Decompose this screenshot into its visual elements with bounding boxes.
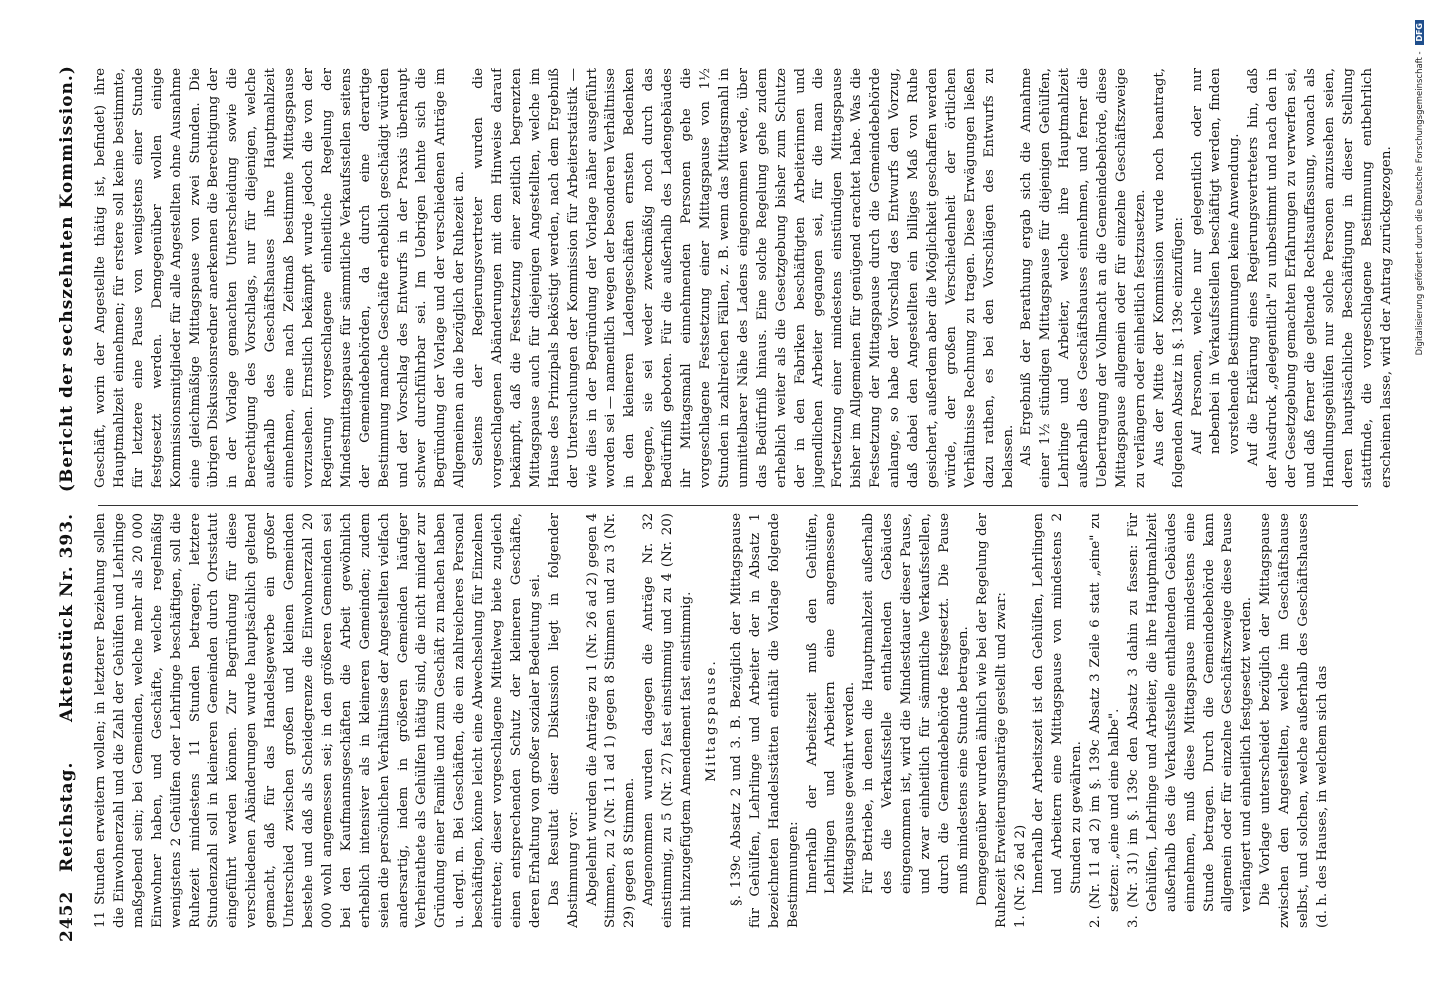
digitization-credit — [1415, 0, 1433, 1000]
paragraph: Seitens der Regierungsvertreter wurden die vorgeschlagenen Abänderungen mit dem Hinweise darauf bekämpft, daß die Festsetzung einer zeitlich begrenzten Mittagspause auch für diejenigen Angestellten, welche im Hause des Prinzipals beköstigt werden, nach dem Ergebniß der Untersuchungen der Kommission für Arbeiterstatistik — wie dies in der Begründung der Vorlage näher ausgeführt worden sei — namentlich wegen der besonderen Verhältnisse in den kleineren Ladengeschäften ernsten Bedenken begegne, sie sei weder zweckmäßig noch durch das Bedürfniß geboten. Für die außerhalb des Ladengebäudes ihr Mittagsmahl einnehmenden Personen gehe die vorgeschlagene Festsetzung einer Mittagspause von 1½ Stunden in zahlreichen Fällen, z. B. wenn das Mittagsmahl in unmittelbarer Nähe des Ladens eingenommen werde, über das Bedürfniß hinaus. Eine solche Regelung gehe zudem erheblich weiter als die Gesetzgebung bisher zum Schutze der in den Fabriken beschäftigten Arbeiterinnen und jugendlichen Arbeiter gegangen sei, für die man die Fortsetzung einer mindestens einstündigen Mittagspause bisher im Allgemeinen für genügend erachtet habe. Was die Festsetzung der Mittagspause durch die Gemeindebehörde anlange, so habe der Vorschlag des Entwurfs den Vorzug, daß dabei den Angestellten ein billiges Maß von Ruhe gesichert, außerdem aber die Möglichkeit geschaffen werden würde, der großen Verschiedenheit der örtlichen Verhältnisse Rechnung zu tragen. Diese Erwägungen ließen dazu rathen, es bei den Vorschlägen des Entwurfs zu belassen. — [471, 68, 1016, 488]
header-title — [57, 62, 77, 722]
right-column — [92, 68, 1417, 488]
credit-text: Digitalisierung gefördert durch die Deutsche Forschungsgemeinschaft - — [1415, 51, 1425, 356]
numbered-item: 3. (Nr. 31) im §. 139c den Absatz 3 dahin zu fassen: Für Gehülfen, Lehrlinge und Arbeiter, die ihre Hauptmahlzeit außerhalb des die Verkaufsstelle enthaltenden Gebäudes einnehmen, muß diese Mittagspause mindestens eine Stunde betragen. Durch die Gemeindebehörde kann allgemein oder für einzelne Geschäftszweige diese Pause verlängert und einheitlich festgesetzt werden. — [1125, 513, 1255, 928]
paragraph: Angenommen wurden dagegen die Anträge Nr. 32 einstimmig, zu 5 (Nr. 27) fast einstimmig und zu 4 (Nr. 20) mit hinzugefügtem Amendement fast einstimmig. — [641, 513, 695, 928]
dfg-logo: DFG — [1415, 20, 1424, 45]
paragraph: Geschäft, worin der Angestellte thätig ist, befindet) ihre Hauptmahlzeit einnehmen; für erstere soll keine bestimmte, für letztere eine Pause von wenigstens einer Stunde festgesetzt werden. Demgegenüber wollen einige Kommissionsmitglieder für alle Angestellten ohne Ausnahme eine gleichmäßige Mittagspause von zwei Stunden. Die übrigen Diskussionsredner anerkennen die Berechtigung der in der Vorlage gemachten Unterscheidung sowie die Berechtigung des Vorschlags, nur für diejenigen, welche außerhalb des Geschäftshauses ihre Hauptmahlzeit einnehmen, eine nach Zeitmaß bestimmte Mittagspause vorzusehen. Ernstlich bekämpft wurde jedoch die von der Regierung vorgeschlagene einheitliche Regelung der Mindestmittagspause für sämmtliche Verkaufsstellen seitens der Gemeindebehörden, da durch eine derartige Bestimmung manche Geschäfte erheblich geschädigt würden und der Vorschlag des Entwurfs in der Praxis überhaupt schwer durchführbar sei. Im Uebrigen lehnte sich die Begründung der Vorlage und der verschiedenen Anträge im Allgemeinen an die bezüglich der Ruhezeit an. — [93, 68, 468, 488]
publication-name: Reichstag. — [57, 761, 77, 872]
quoted-provision: Innerhalb der Arbeitszeit muß den Gehülfen, Lehrlingen und Arbeitern eine angemessene Mittagspause gewährt werden. — [804, 513, 858, 894]
numbered-item: 1. (Nr. 26 ad 2) — [1012, 824, 1028, 928]
report-title: (Bericht der sechszehnten Kommission.) — [57, 65, 77, 493]
page-number: 2452 — [57, 890, 77, 942]
paragraph: Auf die Erklärung eines Regierungsvertreters hin, daß der Ausdruck „gelegentlich" zu unbestimmt und nach den in der Gesetzgebung gemachten Erfahrungen zu verwerfen sei, und daß ferner die geltende Rechtsauffassung, wonach als Handlungsgehülfen nur solche Personen anzusehen seien, deren hauptsächliche Beschäftigung in dieser Stellung stattfinde, die vorgeschlagene Bestimmung entbehrlich erscheinen lasse, wird der Antrag zurückgezogen. — [1246, 68, 1394, 488]
paragraph: Demgegenüber wurden ähnlich wie bei der Regelung der Ruhezeit Erweiterungsanträge gestellt und zwar: — [974, 513, 1009, 928]
paragraph: Die Vorlage unterscheidet bezüglich der Mittagspause zwischen den Angestellten, welche im Geschäftshause selbst, und solchen, welche außerhalb des Geschäftshauses (d. h. des Hauses, in welchem sich das — [1258, 513, 1330, 928]
section-heading: Mittagspause. — [704, 659, 719, 782]
paragraph: 11 Stunden erweitern wollen; in letzterer Beziehung sollen die Einwohnerzahl und die Zahl der Gehülfen und Lehrlinge maßgebend sein; bei Gemeinden, welche mehr als 20 000 Einwohner haben, und Geschäfte, welche regelmäßig wenigstens 2 Gehülfen oder Lehrlinge beschäftigen, soll die Ruhezeit mindestens 11 Stunden betragen; letztere Stundenzahl soll in kleineren Gemeinden durch Ortsstatut eingeführt werden können. Zur Begründung für diese verschiedenen Abänderungen wurde hauptsächlich geltend gemacht, daß für das Handelsgewerbe ein großer Unterschied zwischen großen und kleinen Gemeinden bestehe und daß als Scheidegrenze die Einwohnerzahl 20 000 wohl angemessen sei; in den größeren Gemeinden sei bei den Kaufmannsgeschäften die Arbeit gewöhnlich erheblich intensiver als in kleineren Gemeinden; zudem seien die persönlichen Verhältnisse der Angestellten vielfach andersartig, indem in größeren Gemeinden häufiger Verheirathete als Gehülfen thätig sind, die nicht minder zur Gründung einer Familie und zum Geschäft zu machen haben u. dergl. m. Bei Geschäften, die ein zahlreicheres Personal beschäftigen, könne leicht eine Abwechselung für Einzelnen eintreten; dieser vorgeschlagene Mittelweg biete zugleich einen entsprechenden Schutz der kleineren Geschäfte, deren Erhaltung von großer sozialer Bedeutung sei. — [93, 513, 543, 928]
document-reference: Aktenstück Nr. 393. — [57, 512, 77, 722]
paragraph: Aus der Mitte der Kommission wurde noch beantragt, folgenden Absatz in §. 139c einzufügen: — [1151, 68, 1186, 488]
paragraph: §. 139c Absatz 2 und 3. B. Bezüglich der Mittagspause für Gehülfen, Lehrlinge und Arbeiter der in Absatz 1 bezeichneten Handelsstätten enthält die Vorlage folgende Bestimmungen: — [728, 513, 801, 928]
paragraph: Das Resultat dieser Diskussion liegt in folgender Abstimmung vor: — [546, 513, 581, 928]
numbered-item-text: Innerhalb der Arbeitszeit ist den Gehülfen, Lehrlingen und Arbeitern eine Mittagspause von mindestens 2 Stunden zu gewähren. — [1031, 513, 1085, 894]
numbered-item: 2. (Nr. 11 ad 2) im §. 139c Absatz 3 Zeile 6 statt „eine" zu setzen: „eine und eine halbe". — [1088, 513, 1123, 928]
paragraph: Abgelehnt wurden die Anträge zu 1 (Nr. 26 ad 2) gegen 4 Stimmen, zu 2 (Nr. 11 ad 1) gegen 8 Stimmen und zu 3 (Nr. 29) gegen 8 Stimmen. — [584, 513, 638, 928]
quoted-provision: Für Betriebe, in denen die Hauptmahlzeit außerhalb des die Verkaufsstelle enthaltenden Gebäudes eingenommen ist, wird die Mindestdauer dieser Pause, und zwar einheitlich für sämmtliche Verkaufsstellen, durch die Gemeindebehörde festgesetzt. Die Pause muß mindestens eine Stunde betragen. — [861, 513, 971, 894]
left-column — [92, 513, 1417, 928]
paragraph: Als Ergebniß der Berathung ergab sich die Annahme einer 1½ stündigen Mittagspause für diejenigen Gehülfen, Lehrlinge und Arbeiter, welche ihre Hauptmahlzeit außerhalb des Geschäftshauses einnehmen, und ferner die Uebertragung der Vollmacht an die Gemeindebehörde, diese Mittagspause allgemein oder für einzelne Geschäftszweige zu verlängern oder einheitlich festzusetzen. — [1019, 68, 1148, 488]
column-divider — [98, 505, 1358, 506]
page-header — [52, 62, 82, 942]
quoted-provision: Auf Personen, welche nur gelegentlich oder nur nebenbei in Verkaufsstellen beschäftigt werden, finden vorstehende Bestimmungen keine Anwendung. — [1189, 68, 1243, 454]
